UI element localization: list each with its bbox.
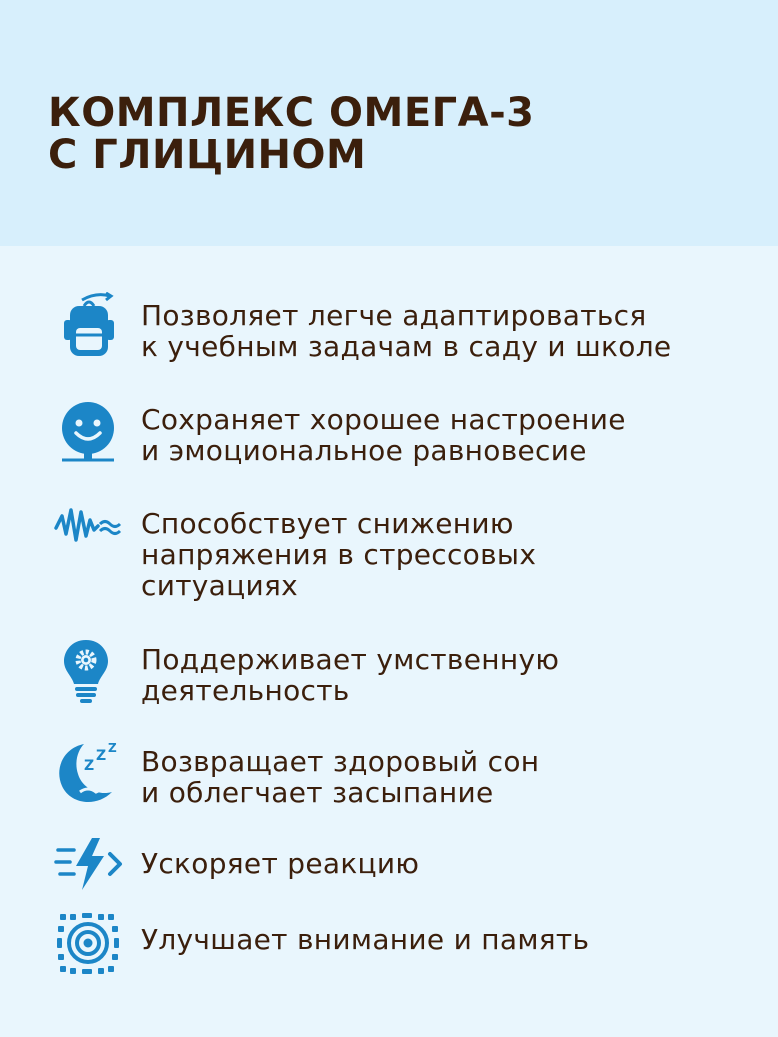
focus-target-icon <box>54 910 124 980</box>
benefit-text: Улучшает внимание и память <box>141 923 590 956</box>
benefit-text: Сохраняет хорошее настроение и эмоциональное равновесие <box>141 403 626 467</box>
header-banner <box>0 0 778 246</box>
title-line-2: С ГЛИЦИНОМ <box>48 132 367 178</box>
backpack-icon <box>54 292 124 362</box>
svg-text:Z: Z <box>84 758 95 774</box>
benefit-text: Поддерживает умственную деятельность <box>141 643 560 707</box>
svg-text:Z: Z <box>108 741 117 755</box>
smile-face-icon <box>54 398 124 468</box>
benefit-text: Способствует снижению напряжения в стрессовых ситуациях <box>141 507 537 602</box>
moon-sleep-icon <box>54 740 124 810</box>
lightning-speed-icon <box>54 834 124 904</box>
benefit-text: Возвращает здоровый сон и облегчает засыпание <box>141 745 540 809</box>
lightbulb-gear-icon <box>54 636 124 706</box>
stress-wave-icon <box>54 500 124 570</box>
title-line-1: КОМПЛЕКС ОМЕГА-3 <box>48 90 535 136</box>
benefit-text: Позволяет легче адаптироваться к учебным задачам в саду и школе <box>141 299 672 363</box>
page-title <box>48 92 535 176</box>
benefit-text: Ускоряет реакцию <box>141 847 420 880</box>
svg-text:Z: Z <box>96 748 107 764</box>
